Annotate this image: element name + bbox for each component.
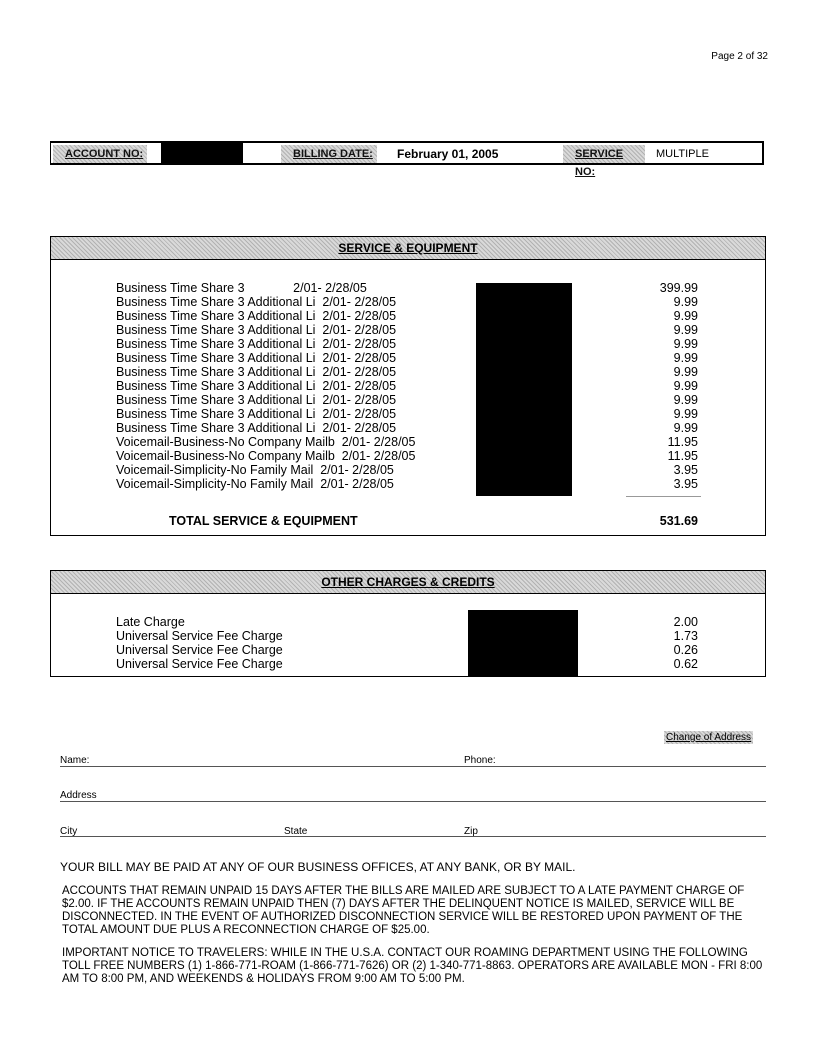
other-charges-redacted bbox=[468, 610, 578, 677]
change-of-address-label: Change of Address bbox=[666, 732, 752, 743]
line-item-amount: 9.99 bbox=[673, 323, 698, 337]
line-item-desc: Business Time Share 3 Additional Li 2/01- 2/28/05 bbox=[116, 295, 397, 309]
line-item-desc: Business Time Share 3 Additional Li 2/01- 2/28/05 bbox=[116, 309, 397, 323]
line-item-amount: 11.95 bbox=[667, 449, 698, 463]
line-item-amount: 9.99 bbox=[673, 379, 698, 393]
charge-desc: Universal Service Fee Charge bbox=[116, 643, 283, 657]
line-item-amount: 3.95 bbox=[673, 463, 698, 477]
late-payment-notice: ACCOUNTS THAT REMAIN UNPAID 15 DAYS AFTER THE BILLS ARE MAILED ARE SUBJECT TO A LATE PAYMENT CHARGE OF $2.00. IF THE ACCOUNTS REMAIN UNPAID THEN (7) DAYS AFTER THE DELINQUENT NOTICE IS MAILED, SERVICE WILL BE DISCONNECTED. IN THE EVENT OF AUTHORIZED DISCONNECTION SERVICE WILL BE RESTORED UPON PAYMENT OF THE TOTAL AMOUNT DUE PLUS A RECONNECTION CHARGE OF $25.00. bbox=[62, 885, 745, 936]
line-item-amount: 3.95 bbox=[673, 477, 698, 491]
other-charges-amounts bbox=[638, 615, 698, 671]
subtotal-rule bbox=[626, 496, 701, 497]
other-charges-descriptions bbox=[116, 615, 283, 671]
charge-amount: 0.26 bbox=[673, 643, 698, 657]
line-item-desc: Business Time Share 3 Additional Li 2/01- 2/28/05 bbox=[116, 323, 397, 337]
account-header-bar bbox=[50, 141, 764, 178]
service-no-value: MULTIPLE bbox=[656, 148, 709, 160]
line-item-desc: Voicemail-Business-No Company Mailb 2/01- 2/28/05 bbox=[116, 449, 416, 463]
address-label: Address bbox=[60, 790, 97, 801]
other-charges-section bbox=[50, 570, 766, 677]
service-equipment-section bbox=[50, 236, 766, 536]
line-item-amount: 399.99 bbox=[659, 281, 698, 295]
total-service-equipment-label: TOTAL SERVICE & EQUIPMENT bbox=[169, 514, 358, 528]
line-item-desc: Business Time Share 3 Additional Li 2/01- 2/28/05 bbox=[116, 379, 397, 393]
line-item-desc: Business Time Share 3 Additional Li 2/01- 2/28/05 bbox=[116, 337, 397, 351]
address-field-line[interactable] bbox=[60, 801, 766, 802]
total-service-equipment-amount: 531.69 bbox=[659, 514, 698, 528]
line-item-amount: 11.95 bbox=[667, 435, 698, 449]
line-item-desc: Business Time Share 3 Additional Li 2/01- 2/28/05 bbox=[116, 365, 397, 379]
line-item-amount: 9.99 bbox=[673, 309, 698, 323]
payment-notice: YOUR BILL MAY BE PAID AT ANY OF OUR BUSINESS OFFICES, AT ANY BANK, OR BY MAIL. bbox=[60, 860, 576, 874]
travelers-notice: IMPORTANT NOTICE TO TRAVELERS: WHILE IN THE U.S.A. CONTACT OUR ROAMING DEPARTMENT USING THE FOLLOWING TOLL FREE NUMBERS (1) 1-866-771-ROAM (1-866-771-7626) OR (2) 1-340-771-8863. OPERATORS ARE AVAILABLE MON - FRI 8:00 AM TO 8:00 PM, AND WEEKENDS & HOLIDAYS FROM 9:00 AM TO 5:00 PM. bbox=[62, 947, 763, 985]
line-item-desc: Business Time Share 3 Additional Li 2/01- 2/28/05 bbox=[116, 407, 397, 421]
account-no-label: ACCOUNT NO: bbox=[53, 145, 147, 163]
charge-amount: 1.73 bbox=[673, 629, 698, 643]
line-item-amount: 9.99 bbox=[673, 337, 698, 351]
charge-desc: Universal Service Fee Charge bbox=[116, 629, 283, 643]
city-state-zip-field-line[interactable] bbox=[60, 836, 766, 837]
zip-label: Zip bbox=[464, 826, 478, 837]
charge-desc: Late Charge bbox=[116, 615, 185, 629]
line-item-desc: Business Time Share 3 2/01- 2/28/05 bbox=[116, 281, 367, 295]
service-no-label: SERVICE NO: bbox=[563, 145, 645, 163]
line-item-amount: 9.99 bbox=[673, 351, 698, 365]
line-item-amount: 9.99 bbox=[673, 407, 698, 421]
line-item-desc: Voicemail-Simplicity-No Family Mail 2/01- 2/28/05 bbox=[116, 477, 394, 491]
service-equipment-title: SERVICE & EQUIPMENT bbox=[51, 237, 765, 260]
line-item-desc: Voicemail-Business-No Company Mailb 2/01- 2/28/05 bbox=[116, 435, 416, 449]
account-no-redacted bbox=[161, 143, 243, 165]
line-item-amount: 9.99 bbox=[673, 365, 698, 379]
state-label: State bbox=[284, 826, 308, 837]
charge-amount: 0.62 bbox=[673, 657, 698, 671]
other-charges-title: OTHER CHARGES & CREDITS bbox=[51, 571, 765, 594]
page-number: Page 2 of 32 bbox=[711, 51, 768, 62]
city-label: City bbox=[60, 826, 78, 837]
billing-date-value: February 01, 2005 bbox=[397, 147, 499, 161]
service-equipment-amounts bbox=[638, 281, 698, 491]
name-phone-field-line[interactable] bbox=[60, 766, 766, 767]
service-equipment-descriptions bbox=[116, 281, 415, 491]
line-item-desc: Business Time Share 3 Additional Li 2/01- 2/28/05 bbox=[116, 421, 397, 435]
line-item-desc: Voicemail-Simplicity-No Family Mail 2/01- 2/28/05 bbox=[116, 463, 394, 477]
phone-label: Phone: bbox=[464, 755, 496, 766]
charge-desc: Universal Service Fee Charge bbox=[116, 657, 283, 671]
service-equipment-redacted bbox=[476, 283, 572, 496]
line-item-amount: 9.99 bbox=[673, 393, 698, 407]
charge-amount: 2.00 bbox=[673, 615, 698, 629]
line-item-amount: 9.99 bbox=[673, 421, 698, 435]
billing-date-label: BILLING DATE: bbox=[281, 145, 377, 163]
name-label: Name: bbox=[60, 755, 90, 766]
line-item-desc: Business Time Share 3 Additional Li 2/01- 2/28/05 bbox=[116, 351, 397, 365]
line-item-amount: 9.99 bbox=[673, 295, 698, 309]
line-item-desc: Business Time Share 3 Additional Li 2/01- 2/28/05 bbox=[116, 393, 397, 407]
